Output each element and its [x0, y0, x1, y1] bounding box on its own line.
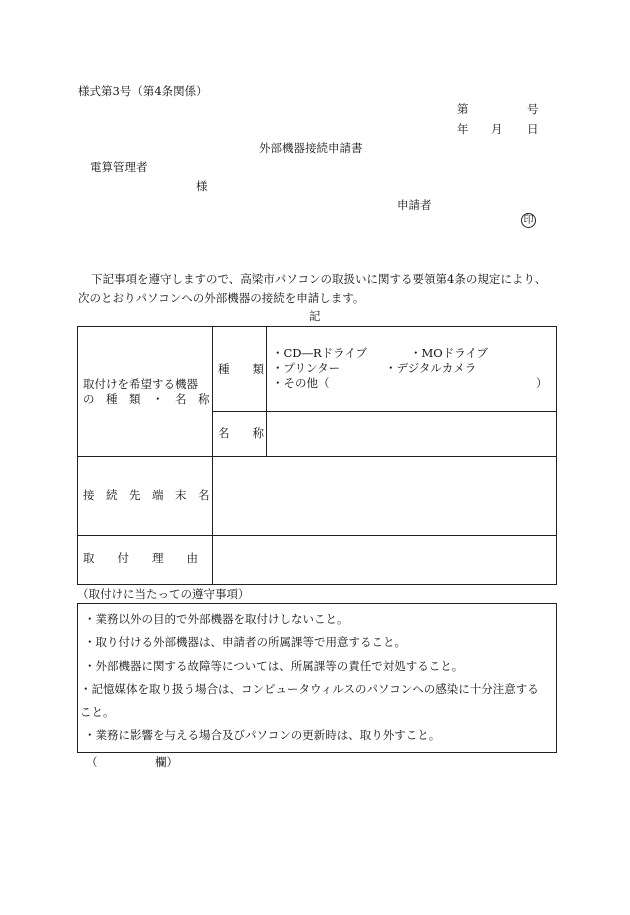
table-divider-v2: [266, 326, 267, 456]
rule-item: ・業務に影響を与える場合及びパソコンの更新時は、取り外すこと。: [84, 728, 441, 742]
device-label-1: 取付けを希望する機器: [83, 377, 198, 391]
option-other-open: ・その他（: [272, 376, 330, 390]
number-go: 号: [527, 102, 539, 116]
table-divider-h1: [266, 411, 557, 412]
rules-heading: （取付けに当たっての遵守事項）: [77, 587, 250, 601]
footer-close: 欄）: [155, 755, 178, 769]
option-other-close: ）: [536, 376, 548, 390]
form-id: 様式第3号（第4条関係）: [78, 84, 208, 98]
body-line-2: 次のとおりパソコンへの外部機器の接続を申請します。: [78, 291, 365, 305]
name-label: 名 称: [218, 426, 264, 440]
rule-item-continuation: こと。: [80, 705, 115, 719]
date-day: 日: [527, 122, 539, 136]
reason-label: 取 付 理 由: [83, 551, 198, 565]
rule-item: ・業務以外の目的で外部機器を取付けしないこと。: [84, 612, 349, 626]
table-divider-h3: [77, 535, 557, 536]
footer-open: （: [86, 755, 98, 769]
table-divider-h2: [77, 456, 557, 457]
kind-label: 種 類: [218, 362, 264, 376]
ki-label: 記: [309, 309, 321, 323]
option-camera: ・デジタルカメラ: [385, 361, 477, 375]
date-year: 年: [457, 122, 469, 136]
page-title: 外部機器接続申請書: [259, 141, 363, 155]
table-divider-h1b: [212, 411, 266, 412]
seal-mark: 印: [521, 213, 536, 228]
option-cdr: ・CD―Rドライブ: [272, 346, 367, 360]
applicant-label: 申請者: [397, 198, 432, 212]
option-mo: ・MOドライブ: [410, 346, 489, 360]
honorific: 様: [196, 179, 208, 193]
rule-item: ・取り付ける外部機器は、申請者の所属課等で用意すること。: [84, 635, 406, 649]
date-month: 月: [491, 122, 503, 136]
device-label-2: の 種 類 ・ 名 称: [83, 392, 210, 406]
number-dai: 第: [457, 102, 469, 116]
rule-item: ・外部機器に関する故障等については、所属課等の責任で対処すること。: [84, 659, 464, 673]
terminal-label: 接 続 先 端 末 名: [83, 488, 210, 502]
addressee: 電算管理者: [90, 160, 148, 174]
rule-item: ・記憶媒体を取り扱う場合は、コンピュータウィルスのパソコンへの感染に十分注意する: [80, 682, 539, 696]
body-line-1: 下記事項を遵守しますので、高梁市パソコンの取扱いに関する要領第4条の規定により、: [91, 272, 547, 286]
option-printer: ・プリンター: [272, 361, 341, 375]
